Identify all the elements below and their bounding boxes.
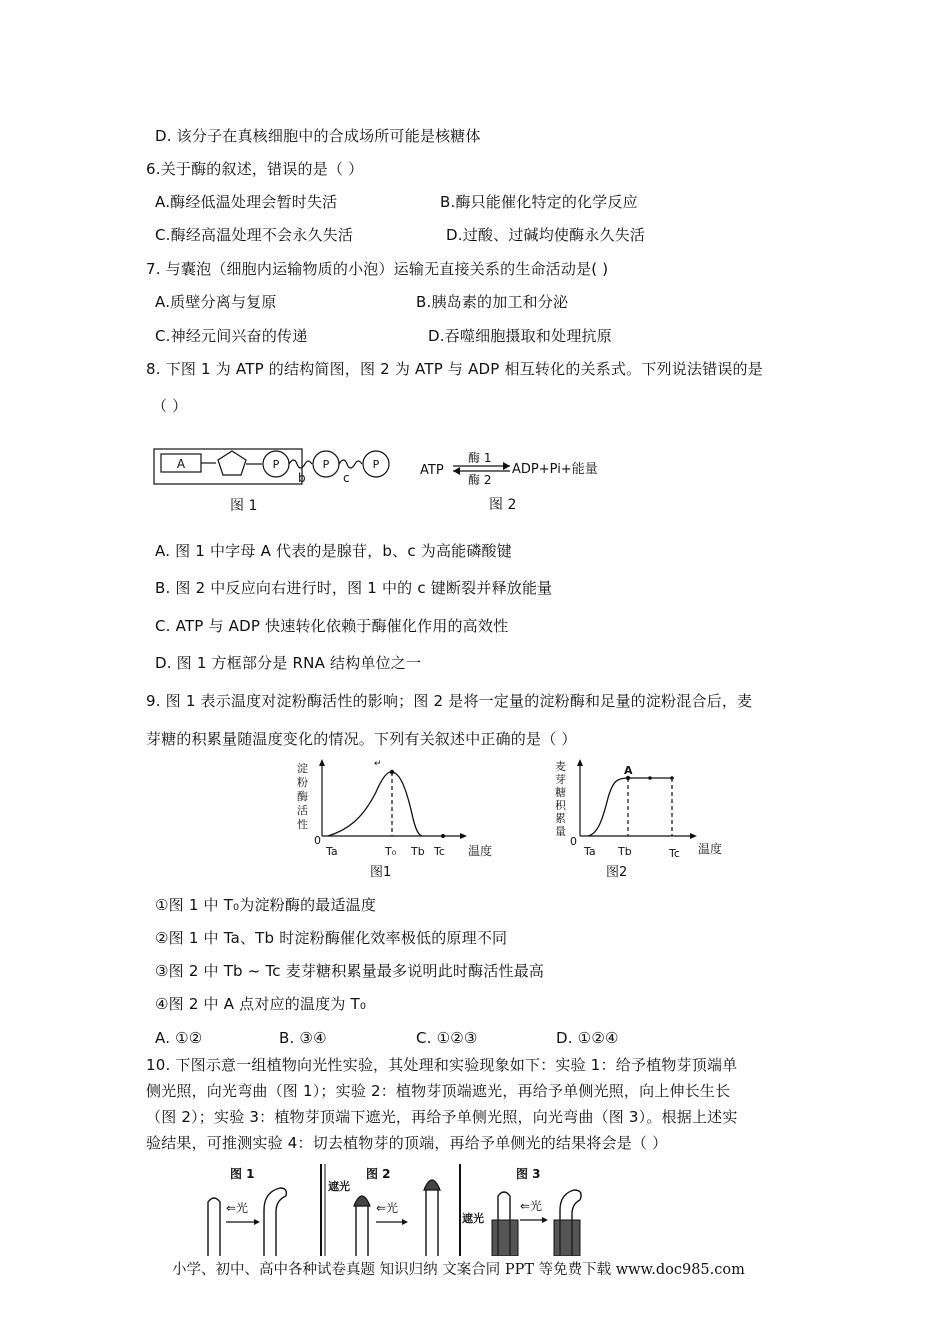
- svg-text:↵: ↵: [374, 759, 382, 769]
- panel-2-title: 图 2: [366, 1167, 391, 1181]
- q7-stem: 7. 与囊泡（细胞内运输物质的小泡）运输无直接关系的生命活动是( ): [146, 260, 609, 278]
- q6-stem: 6.关于酶的叙述，错误的是（ ）: [146, 160, 364, 178]
- g1-tick-tb: Tb: [411, 845, 425, 858]
- q8-paren: （ ）: [152, 397, 188, 415]
- panel-3-shade-label: 遮光: [462, 1212, 484, 1225]
- g2-tick-ta: Ta: [584, 845, 596, 858]
- panel-2-cap: [354, 1196, 370, 1206]
- g1-tick-t0: T₀: [385, 845, 397, 858]
- g2-origin: 0: [570, 835, 577, 848]
- atp-figure: [148, 442, 618, 520]
- g1-origin: 0: [314, 834, 321, 847]
- bond-c-label: c: [343, 471, 350, 485]
- g2-ylabel-0: 麦: [555, 760, 566, 773]
- adenine-label: A: [176, 457, 186, 471]
- q9-stem-1: 9. 图 1 表示温度对淀粉酶活性的影响；图 2 是将一定量的淀粉酶和足量的淀粉混合后，麦: [146, 692, 753, 710]
- q8-option-a: A. 图 1 中字母 A 代表的是腺苷，b、c 为高能磷酸键: [155, 542, 512, 560]
- q7-option-a: A.质壁分离与复原: [155, 293, 277, 311]
- q6-option-c: C.酶经高温处理不会永久失活: [155, 226, 354, 244]
- g1-ylabel-3: 活: [297, 804, 308, 817]
- q8-stem: 8. 下图 1 为 ATP 的结构简图，图 2 为 ATP 与 ADP 相互转化的关系式。下列说法错误的是: [146, 360, 763, 378]
- phosphate-1-label: P: [272, 458, 280, 471]
- phototropism-figure: [198, 1160, 608, 1256]
- g1-curve: [328, 772, 422, 836]
- g2-caption: 图2: [606, 865, 628, 880]
- panel-3-shade-sleeve-after: [554, 1220, 580, 1256]
- g2-ylabel-4: 累: [555, 812, 566, 825]
- g1-tick-tc: Tc: [434, 845, 445, 858]
- footer-watermark: 小学、初中、高中各种试卷真题 知识归纳 文案合同 PPT 等免费下载 www.doc985.com: [172, 1262, 745, 1278]
- phosphate-3-label: P: [372, 458, 380, 471]
- g1-xlabel: 温度: [468, 844, 493, 858]
- q7-option-b: B.胰岛素的加工和分泌: [416, 293, 569, 311]
- q10-stem-2: 侧光照，向光弯曲（图 1）；实验 2：植物芽顶端遮光，再给予单侧光照，向上伸长生长: [146, 1082, 731, 1100]
- q9-option-b: B. ③④: [279, 1029, 327, 1047]
- panel-1-light-label: ⇐光: [226, 1201, 249, 1215]
- g1-ylabel-1: 粉: [297, 776, 308, 789]
- graph-1: [297, 759, 492, 880]
- g2-xlabel: 温度: [698, 842, 723, 856]
- q9-stem-2: 芽糖的积累量随温度变化的情况。下列有关叙述中正确的是（ ）: [146, 730, 577, 748]
- q8-option-c: C. ATP 与 ADP 快速转化依赖于酶催化作用的高效性: [155, 617, 509, 635]
- q9-option-c: C. ①②③: [416, 1029, 478, 1047]
- g2-tick-tb: Tb: [618, 845, 632, 858]
- g2-ylabel-3: 积: [555, 799, 566, 812]
- panel-2: [328, 1167, 440, 1256]
- q5-option-d: D. 该分子在真核细胞中的合成场所可能是核糖体: [155, 127, 481, 145]
- graph-2: [555, 759, 722, 880]
- panel-1-title: 图 1: [230, 1167, 255, 1181]
- atp-label: ATP: [420, 463, 444, 478]
- q9-statement-1: ①图 1 中 T₀为淀粉酶的最适温度: [155, 896, 377, 914]
- panel-1-shoot-before: [208, 1198, 220, 1256]
- g2-ylabel-1: 芽: [555, 773, 566, 786]
- g2-ylabel-2: 糖: [555, 786, 566, 799]
- panel-2-cap-after: [424, 1180, 440, 1190]
- ribose-pentagon: [218, 451, 246, 475]
- g1-ylabel-0: 淀: [297, 762, 308, 775]
- q6-option-a: A.酶经低温处理会暂时失活: [155, 193, 338, 211]
- q10-stem-3: （图 2）；实验 3：植物芽顶端下遮光，再给予单侧光照，向光弯曲（图 3）。根据上述实: [146, 1108, 738, 1126]
- q8-option-d: D. 图 1 方框部分是 RNA 结构单位之一: [155, 654, 422, 672]
- g2-tick-tc: Tc: [669, 847, 680, 860]
- g1-caption: 图1: [370, 865, 392, 880]
- q10-stem-4: 验结果，可推测实验 4：切去植物芽的顶端，再给予单侧光的结果将会是（ ）: [146, 1134, 668, 1152]
- q6-option-b: B.酶只能催化特定的化学反应: [440, 193, 638, 211]
- atp-caption-1: 图 1: [230, 498, 258, 514]
- bond-b-label: b: [298, 471, 306, 485]
- g1-ylabel-4: 性: [297, 818, 308, 831]
- panel-1-shoot-bent: [264, 1188, 286, 1256]
- q9-statement-3: ③图 2 中 Tb ~ Tc 麦芽糖积累量最多说明此时酶活性最高: [155, 962, 545, 980]
- q6-option-d: D.过酸、过碱均使酶永久失活: [446, 226, 646, 244]
- q8-option-b: B. 图 2 中反应向右进行时，图 1 中的 c 键断裂并释放能量: [155, 579, 553, 597]
- panel-1: [208, 1167, 286, 1256]
- q7-option-c: C.神经元间兴奋的传递: [155, 327, 308, 345]
- atp-caption-2: 图 2: [489, 497, 517, 513]
- phosphate-2-label: P: [322, 458, 330, 471]
- q9-option-a: A. ①②: [155, 1029, 203, 1047]
- q9-statement-2: ②图 1 中 Ta、Tb 时淀粉酶催化效率极低的原理不同: [155, 929, 508, 947]
- enzyme-1-label: 酶 1: [468, 451, 492, 465]
- panel-2-light-label: ⇐光: [376, 1201, 399, 1215]
- panel-2-shade-label: 遮光: [328, 1180, 350, 1193]
- g1-ylabel-2: 酶: [297, 790, 308, 803]
- panel-3-title: 图 3: [516, 1167, 541, 1181]
- panel-3-shade-sleeve: [492, 1220, 518, 1256]
- enzyme-figure: [288, 758, 750, 882]
- g2-curve: [588, 778, 628, 836]
- panel-3: [462, 1167, 581, 1256]
- products-label: ADP+Pi+能量: [512, 462, 598, 477]
- panel-3-light-label: ⇐光: [520, 1199, 543, 1213]
- bond-b: [289, 460, 312, 468]
- q9-statement-4: ④图 2 中 A 点对应的温度为 T₀: [155, 995, 367, 1013]
- g2-ylabel-5: 量: [555, 825, 566, 838]
- q7-option-d: D.吞噬细胞摄取和处理抗原: [428, 327, 612, 345]
- bond-c: [339, 460, 362, 468]
- enzyme-2-label: 酶 2: [468, 473, 492, 487]
- g1-tick-ta: Ta: [326, 845, 338, 858]
- g2-point-a-label: A: [624, 764, 633, 777]
- q9-option-d: D. ①②④: [556, 1029, 619, 1047]
- g1-tc-point: [441, 834, 445, 838]
- q10-stem-1: 10. 下图示意一组植物向光性实验，其处理和实验现象如下：实验 1：给予植物芽顶端单: [146, 1056, 738, 1074]
